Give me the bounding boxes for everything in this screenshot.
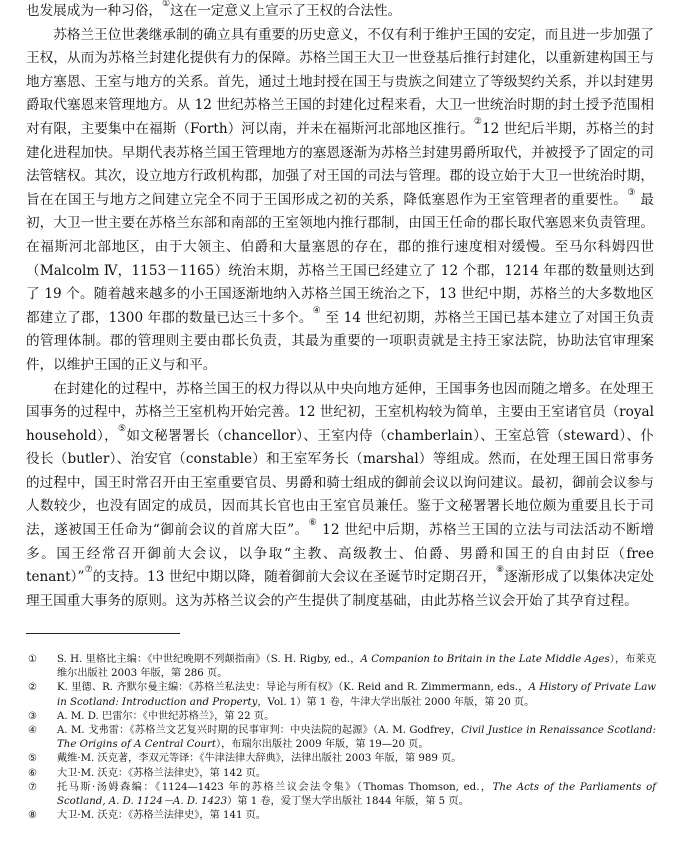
footnote-ref[interactable]: ① [161,0,171,9]
footnote-item [26,653,656,681]
footnote-text: A. M. D. 巴雷尔：《中世纪苏格兰》，第 22 页。 [57,710,275,722]
footnote-text: S. H. 里格比主编：《中世纪晚期不列颠指南》（S. H. Rigby, ed.，A Companion to Britain in the Late Middle Ages），布莱克维尔出版社 2003 年版，第 286 页。 [57,654,657,680]
footnote-ref[interactable]: ⑧ [495,565,505,576]
body-text [26,0,654,613]
footnote-number: ⑥ [28,767,38,779]
footnote-text: 托马斯·汤姆森编：《1124—1423 年的苏格兰议会法令集》（Thomas Thomson, ed.，The Acts of the Parliaments of Scotland, A. D. 1124－A. D. 1423）第 1 卷，爱丁堡大学出版社 1844 年版，第 5 页。 [57,781,656,808]
footnote-number: ⑤ [28,753,38,765]
paragraph-royal-institutions: 在封建化的过程中，苏格兰国王的权力得以从中央向地方延伸，王国事务也因而随之增多。在处理王国事务的过程中，苏格兰王室机构开始完善。12 世纪初，王室机构较为简单，主要由王室诸官员（royal household），⑤如文秘署署长（chancellor）、王室内侍（chamberlain）、王室总管（steward）、仆役长（butler）、治安官（constable）和王室军务长（marshal）等组成。然而，在处理王国日常事务的过程中，国王时常召开由王室重要官员、男爵和骑士组成的御前会议以询问建议。最初，御前会议参与人数较少，也没有固定的成员，因而其长官也由王室官员兼任。鉴于文秘署署长地位颇为重要且长于司法，遂被国王任命为“御前会议的首席大臣”。⑥ 12 世纪中后期，苏格兰王国的立法与司法活动不断增多。国王经常召开御前大会议，以争取“主教、高级教士、伯爵、男爵和国王的自由封臣（free tenant）”⑦的支持。13 世纪中期以降，随着御前大会议在圣诞节时定期召开，⑧逐渐形成了以集体决定处理王国重大事务的原则。这为苏格兰议会的产生提供了制度基础，由此苏格兰议会开始了其孕育过程。 [26,380,655,609]
footnote-text: 大卫·M. 沃克：《苏格兰法律史》，第 142 页。 [57,767,267,779]
footnote-ref[interactable]: ⑥ [308,518,318,529]
footnote-item [26,752,656,766]
footnote-item [26,724,656,752]
footnote-number: ⑧ [28,810,38,822]
footnote-item [26,710,656,724]
footnote-ref[interactable]: ⑤ [118,423,127,434]
footnote-number: ② [28,682,38,694]
footnote-item [26,681,656,709]
footnote-item [26,809,656,823]
footnote-ref[interactable]: ② [473,116,482,127]
footnote-item [26,767,656,781]
footnote-text: 大卫·M. 沃克：《苏格兰法律史》，第 141 页。 [57,810,267,822]
footnote-number: ① [28,654,38,665]
footnote-text: 戴维·M. 沃克著，李双元等译：《牛津法律大辞典》，法律出版社 2003 年版，第 989 页。 [57,753,462,765]
footnote-number: ⑦ [28,781,38,793]
footnote-ref[interactable]: ⑦ [84,565,93,576]
footnote-text: K. 里德、R. 齐默尔曼主编：《苏格兰私法史：导论与所有权》（K. Reid and R. Zimmermann, eds.，A History of Private Law in Scotland: Introduction and Property，Vol. 1）第 1 卷，牛津大学出版社 2000 年版，第 20 页。 [57,682,656,708]
footnote-ref[interactable]: ③ [627,187,636,198]
footnote-text: A. M. 戈弗雷：《苏格兰文艺复兴时期的民事审判：中央法院的起源》（A. M. Godfrey，Civil Justice in Renaissance Scotland: The Origins of A Central Court），布瑞尔出版社 2009 年版，第 19—20 页。 [57,725,657,751]
footnote-item [26,781,656,809]
footnote-number: ④ [28,725,38,737]
footnote-ref[interactable]: ④ [312,305,321,316]
footnote-number: ③ [28,710,38,722]
paragraph-feudalization: 苏格兰王位世袭继承制的确立具有重要的历史意义，不仅有利于维护王国的安定，而且进一步加强了王权，从而为苏格兰封建化提供有力的保障。苏格兰国王大卫一世登基后推行封建化，以重新建构国王与地方塞恩、王室与地方的关系。首先，通过土地封授在国王与贵族之间建立了等级契约关系，并以封建男爵取代塞恩来管理地方。从 12 世纪苏格兰王国的封建化过程来看，大卫一世统治时期的封土授予范围相对有限，主要集中在福斯（Forth）河以南，并未在福斯河北部地区推行。②12 世纪后半期，苏格兰的封建化进程加快。早期代表苏格兰国王管理地方的塞恩逐渐为苏格兰封建男爵所取代，并被授予了固定的司法管辖权。其次，设立地方行政机构郡，加强了对王国的司法与管理。郡的设立始于大卫一世统治时期，旨在在国王与地方之间建立完全不同于王国形成之初的关系，降低塞恩作为王室管理者的重要性。③ 最初，大卫一世主要在苏格兰东部和南部的王室领地内推行郡制，由国王任命的郡长取代塞恩来负责管理。在福斯河北部地区，由于大领主、伯爵和大量塞恩的存在，郡的推行速度相对缓慢。至马尔科姆四世（Malcolm Ⅳ，1153－1165）统治末期，苏格兰王国已经建立了 12 个郡，1214 年郡的数量则达到了 19 个。随着越来越多的小王国逐渐地纳入苏格兰国王统治之下，13 世纪中期，苏格兰的大多数地区都建立了郡，1300 年郡的数量已达三十多个。④ 至 14 世纪初期，苏格兰王国已基本建立了对国王负责的管理体制。郡的管理则主要由郡长负责，其最为重要的一项职责就是主持王家法院，协助法官审理案件，以维护王国的正义与和平。 [26,26,655,373]
footnotes [26,653,656,823]
paragraph-continuation: 也发展成为一种习俗，①这在一定意义上宣示了王权的合法性。 [26,0,402,19]
footnote-divider [26,633,180,634]
